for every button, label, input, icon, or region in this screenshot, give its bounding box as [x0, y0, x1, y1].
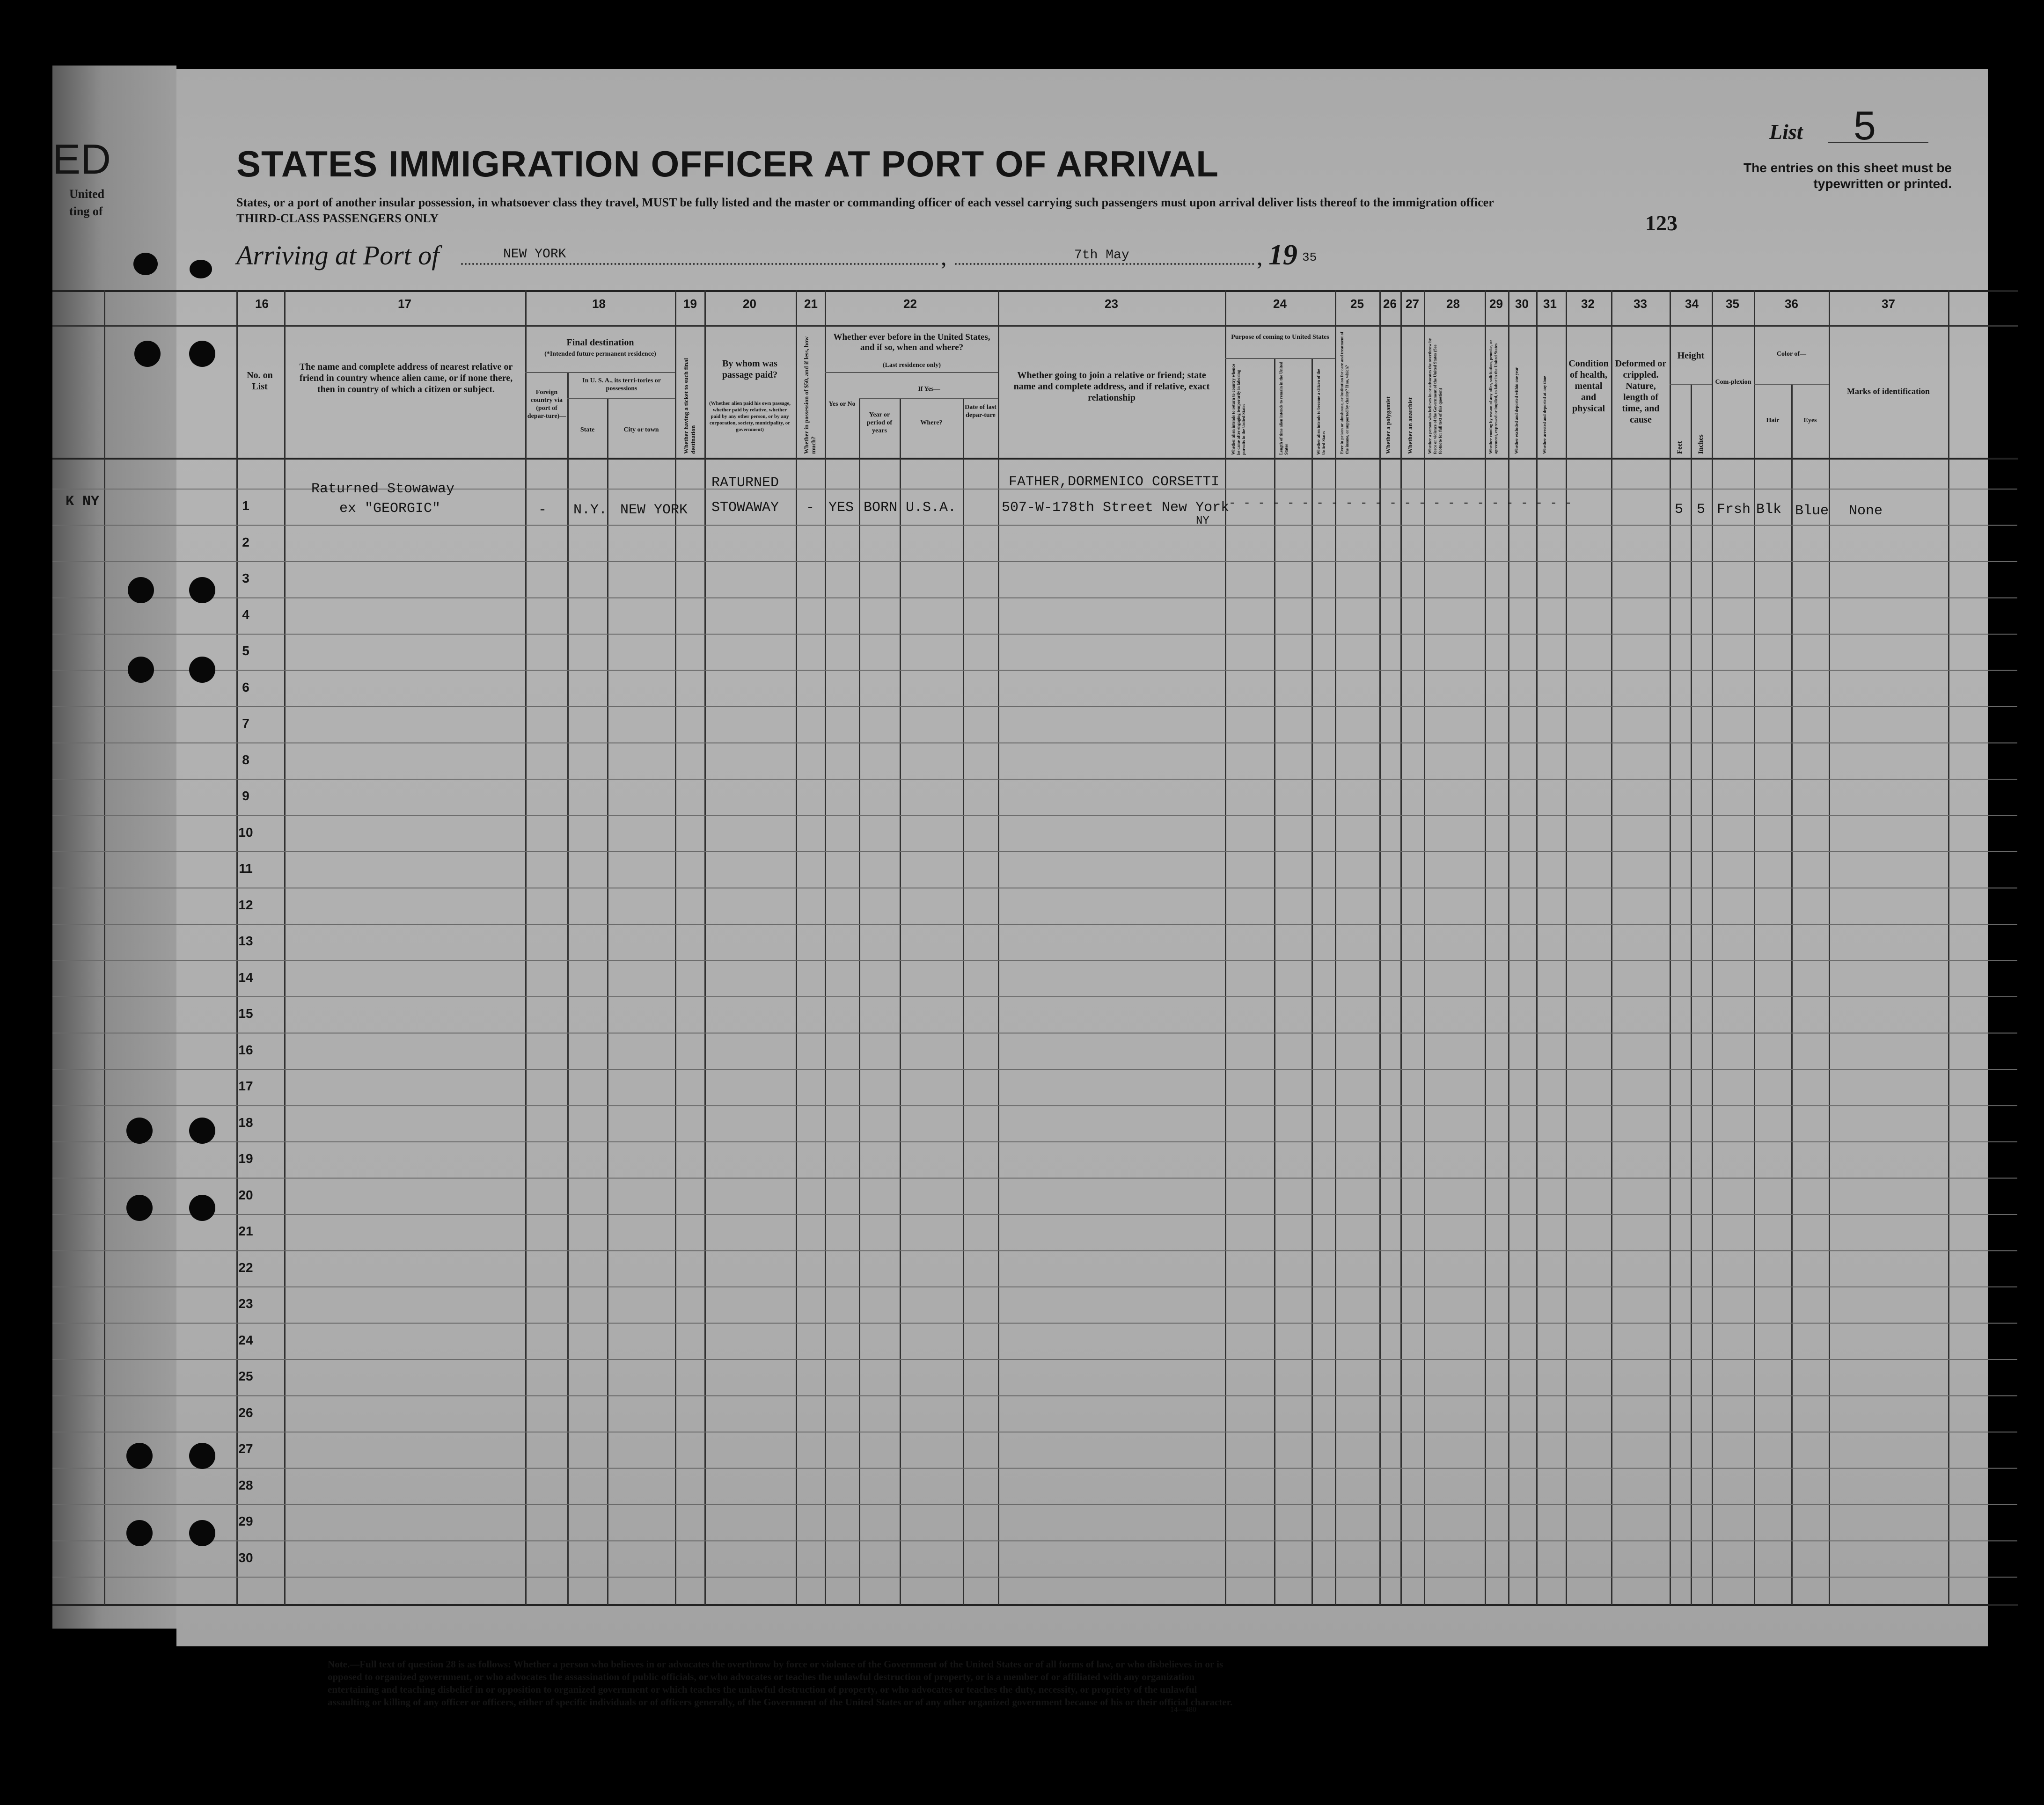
header-contract: Whether coming by reason of any offer, solicitation, promise, or agreement, expressed or implied, to labor in the United States [1488, 340, 1498, 454]
page-title: STATES IMMIGRATION OFFICER AT PORT OF ARRIVAL [236, 143, 1219, 184]
header-yes-or-no: Yes or No [828, 401, 856, 408]
column-number: 24 [1273, 297, 1287, 311]
punch-hole [126, 1443, 153, 1469]
punch-hole [126, 1520, 153, 1546]
row-number: 4 [242, 607, 249, 622]
row-number: 1 [242, 498, 249, 513]
column-number: 25 [1350, 297, 1364, 311]
row-number: 28 [238, 1477, 253, 1492]
row-number: 30 [238, 1550, 253, 1565]
comma: , [941, 244, 947, 270]
header-date-last-departure: Date of last depar-ture [965, 404, 996, 419]
header-possession-50: Whether in possession of $50, and if less, how much? [803, 336, 817, 454]
port-value: NEW YORK [503, 247, 566, 262]
notice-text: THIRD-CLASS PASSENGERS ONLY [236, 212, 439, 225]
header-join-relative: Whether going to join a relative or friend; state name and complete address, and if relative, exact relationship [1013, 370, 1210, 403]
header-in-usa: In U. S. A., its terri-tories or possessions [582, 377, 661, 392]
column-number: 27 [1406, 297, 1419, 311]
entry-city: NEW YORK [620, 502, 688, 518]
punch-hole [189, 1195, 215, 1221]
column-number: 34 [1685, 297, 1699, 311]
row-number: 26 [238, 1405, 253, 1420]
year-prefix: 19 [1268, 239, 1297, 271]
entry-passage-line2: STOWAWAY [711, 500, 779, 516]
left-margin-fragment: ED [52, 136, 111, 183]
header-deformed: Deformed or crippled. Nature, length of time, and cause [1615, 358, 1667, 425]
arriving-label: Arriving at Port of [236, 240, 440, 270]
left-margin-text: United [69, 187, 105, 201]
row-number: 17 [238, 1079, 253, 1093]
header-if-yes: If Yes— [918, 386, 940, 393]
row-number: 21 [238, 1224, 253, 1238]
header-feet: Feet [1676, 441, 1684, 454]
left-margin-text: ting of [69, 205, 103, 218]
punch-hole [126, 1195, 153, 1221]
row-number: 11 [239, 861, 253, 876]
notice-text: States, or a port of another insular possession, in whatsoever class they travel, MUST be fully listed and the master or commanding officer of each vessel carrying such passengers must upon arrival deliver lists thereof to the immigration officer [236, 196, 1494, 209]
column-number: 37 [1882, 297, 1895, 311]
header-prison: Ever in prison or almshouse, or institution for care and treatment of the insane, or supported by charity? If so, which? [1340, 332, 1349, 454]
punch-hole [190, 260, 212, 278]
row-number: 7 [242, 716, 249, 731]
header-color-of: Color of— [1776, 351, 1807, 358]
row-number: 9 [242, 789, 249, 803]
punch-hole [134, 341, 161, 367]
column-number: 29 [1489, 297, 1503, 311]
column-number: 32 [1581, 297, 1595, 311]
header-excluded: Whether excluded and deported within one year [1514, 367, 1519, 454]
entry-inches: 5 [1697, 502, 1706, 518]
row-number: 23 [238, 1296, 253, 1311]
header-polygamist: Whether a polygamist [1385, 396, 1392, 454]
entry-feet: 5 [1675, 502, 1684, 518]
list-number: 5 [1854, 103, 1876, 148]
header-last-residence: (Last residence only) [882, 362, 941, 369]
entry-foreign-country: - [538, 502, 547, 518]
entry-year-period: BORN [864, 500, 898, 516]
punch-hole [189, 577, 215, 603]
form-number: 14—480 [1170, 1706, 1196, 1714]
column-number: 36 [1785, 297, 1798, 311]
entry-eyes: Blue [1795, 503, 1829, 519]
column-number: 19 [683, 297, 697, 311]
row-number: 19 [238, 1151, 253, 1166]
punch-hole [128, 657, 154, 683]
punch-hole [189, 1118, 215, 1144]
entry-join-line1: FATHER,DORMENICO CORSETTI [1009, 474, 1220, 490]
header-foreign-country: Foreign country via (port of depar-ture)— [527, 389, 566, 420]
header-overthrow: Whether a person who believes in or advocates the overthrow by force or violence of the Government of the United States (See footnote for full text of this question) [1428, 338, 1443, 454]
row-number: 2 [242, 534, 249, 549]
entry-relative-line2: ex "GEORGIC" [339, 501, 441, 517]
punch-hole [189, 1443, 215, 1469]
column-number: 18 [592, 297, 606, 311]
row-number: 10 [238, 825, 253, 840]
header-purpose: Purpose of coming to United States [1231, 334, 1329, 341]
header-final-destination-note: (*Intended future permanent residence) [544, 351, 656, 358]
header-height: Height [1677, 351, 1705, 361]
column-number: 21 [804, 297, 818, 311]
punch-hole [189, 341, 215, 367]
entry-complexion: Frsh [1717, 502, 1751, 518]
header-passage-paid-note: (Whether alien paid his own passage, whether paid by relative, whether paid by any other person, or by any corporation, society, municipality, or government) [709, 401, 791, 432]
column-number: 31 [1543, 297, 1557, 311]
row-number: 25 [238, 1369, 253, 1383]
header-passage-paid: By whom was passage paid? [722, 358, 778, 380]
footnote: Note.—Full text of question 28 is as follows: Whether a person who believes in or advocates the overthrow by force or violence of the Government of the United States or of all forms of law, or who disbelieves in or is opposed to organized government, or who advocates the assassination of public officials, or who advocates or teaches the unlawful destruction of property, or is a member of or affiliated with any organization entertaining and teaching disbelief in or opposition to organized government or which teaches the unlawful destruction of property, or who advocates or teaches the duty, necessity, or propriety of the unlawful assaulting or killing of any officer or officers, either of specific individuals or of officers generally, of the Government of the United States or of any other organized government because of his or their official character. [328, 1659, 1233, 1708]
left-margin-entry: K NY [66, 494, 100, 510]
punch-hole [189, 657, 215, 683]
entry-possession: - [806, 500, 815, 516]
column-number: 35 [1726, 297, 1739, 311]
header-where: Where? [920, 419, 943, 426]
entry-hair: Blk [1756, 502, 1782, 518]
row-number: 13 [238, 934, 253, 948]
header-marks: Marks of identification [1847, 387, 1930, 396]
header-no-on-list: No. on List [247, 370, 273, 392]
column-number: 30 [1515, 297, 1529, 311]
header-final-destination: Final destination [566, 337, 634, 348]
column-number: 22 [903, 297, 917, 311]
header-state: State [580, 426, 595, 433]
punch-hole [189, 1520, 215, 1546]
row-number: 20 [238, 1187, 253, 1202]
entry-join-line3: NY [1196, 515, 1209, 527]
header-inches: Inches [1697, 434, 1705, 454]
row-number: 6 [242, 680, 249, 694]
column-number: 16 [255, 297, 269, 311]
row-number: 8 [242, 752, 249, 767]
header-hair: Hair [1766, 417, 1780, 424]
entry-dashes: - - - - - - - - - - - - - - - - - - - - - - - - [1229, 496, 1572, 510]
punch-hole [128, 577, 154, 603]
sheet-number: 123 [1645, 211, 1678, 235]
entry-relative-line1: Raturned Stowaway [311, 481, 455, 497]
header-city-or-town: City or town [623, 426, 659, 433]
punch-hole [126, 1118, 153, 1144]
column-number: 23 [1105, 297, 1118, 311]
entries-instruction: The entries on this sheet must be typewritten or printed. [1744, 161, 1952, 191]
header-purpose-citizen: Whether alien intends to become a citizen of the United States [1316, 369, 1326, 455]
header-relative-address: The name and complete address of nearest relative or friend in country whence alien came, or if none there, then in country of which a citizen or subject. [299, 362, 513, 395]
row-number: 24 [238, 1332, 253, 1347]
column-number: 17 [398, 297, 411, 311]
punch-hole [133, 253, 158, 275]
header-purpose-length: Length of time alien intends to remain in the United States [1279, 361, 1289, 455]
entry-join-line2: 507-W-178th Street New York [1002, 500, 1230, 516]
header-ever-before: Whether ever before in the United States, and if so, when and where? [833, 332, 990, 352]
header-purpose-return: Whether alien intends to return to country whence he came after engaging temporarily in laboring pursuits in the United States [1231, 364, 1246, 455]
row-number: 29 [238, 1514, 253, 1528]
entry-marks: None [1849, 503, 1883, 519]
column-number: 33 [1634, 297, 1647, 311]
column-number: 20 [743, 297, 756, 311]
list-label: List [1769, 120, 1803, 144]
row-number: 14 [238, 970, 253, 985]
row-number: 12 [238, 897, 253, 912]
entry-where: U.S.A. [906, 500, 957, 516]
header-complexion: Com-plexion [1715, 379, 1751, 386]
row-number: 18 [238, 1115, 253, 1130]
header-ticket: Whether having a ticket to such final destination [682, 358, 696, 454]
comma: , [1257, 244, 1263, 270]
column-number: 28 [1446, 297, 1460, 311]
year-suffix: 35 [1302, 250, 1317, 264]
entry-state: N.Y. [573, 502, 608, 518]
column-number: 26 [1383, 297, 1397, 311]
entry-passage-line1: RATURNED [711, 475, 779, 491]
row-number: 15 [238, 1006, 253, 1021]
date-value: 7th May [1074, 248, 1129, 263]
row-number: 27 [238, 1441, 253, 1456]
entry-yes-no: YES [828, 500, 854, 516]
header-arrested: Whether arrested and deported at any time [1542, 376, 1547, 454]
header-anarchist: Whether an anarchist [1407, 397, 1414, 454]
row-number: 5 [242, 643, 249, 658]
header-year-or-period: Year or period of years [866, 411, 893, 434]
header-eyes: Eyes [1803, 417, 1817, 424]
row-number: 22 [238, 1260, 253, 1275]
header-condition: Condition of health, mental and physical [1568, 358, 1609, 414]
row-number: 16 [238, 1042, 253, 1057]
row-number: 3 [242, 571, 249, 585]
